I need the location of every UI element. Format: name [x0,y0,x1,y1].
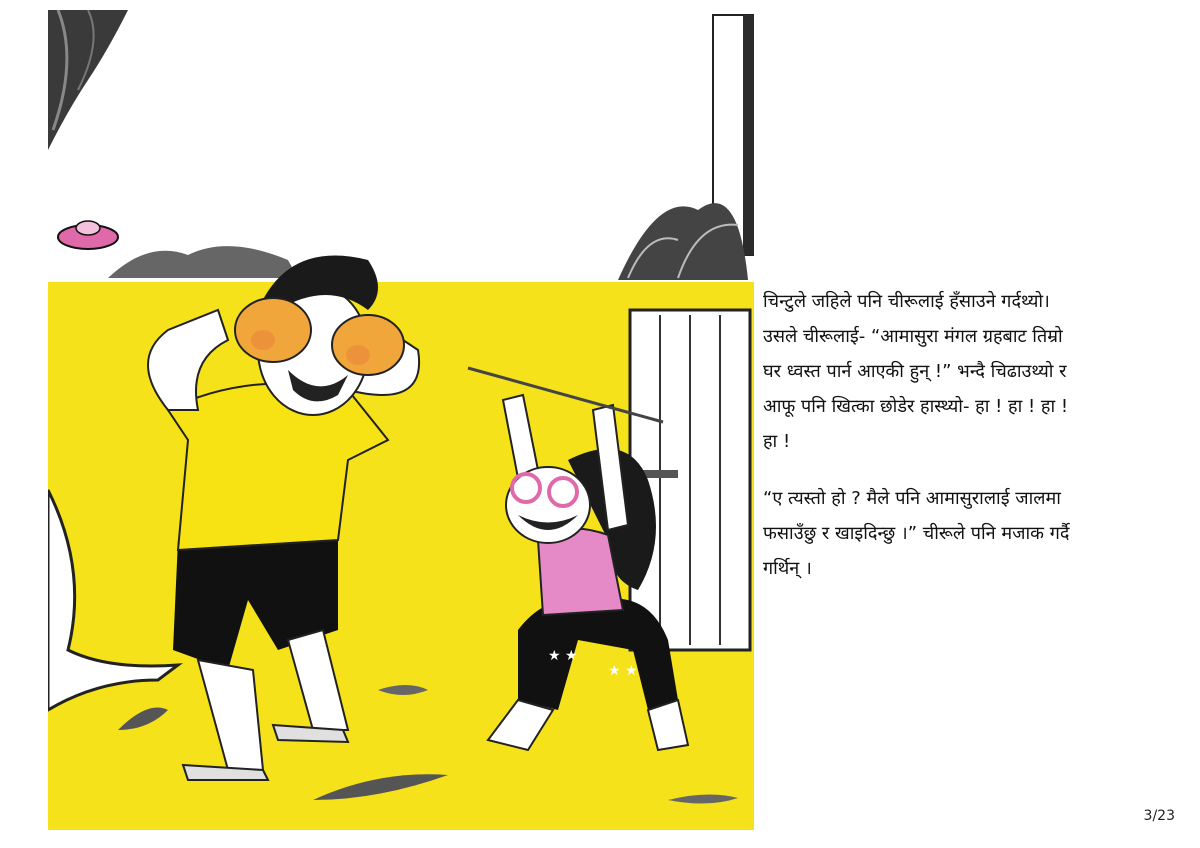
paragraph-2: “ए त्यस्तो हो ? मैले पनि आमासुरालाई जालमा फसाउँछु र खाइदिन्छु ।” चीरूले पनि मजाक गर्दै गर्थिन् । [763,488,1070,579]
story-illustration [48,10,754,830]
paragraph-1: चिन्टुले जहिले पनि चीरूलाई हँसाउने गर्दथ्यो। उसले चीरूलाई- “आमासुरा मंगल ग्रहबाट तिम्रो घर ध्वस्त पार्न आएकी हुन् !” भन्दै चिढाउथ्यो र आफू पनि खित्का छोडेर हास्थ्यो- हा ! हा ! हा ! हा ! [763,291,1069,452]
story-text [763,284,1183,608]
svg-text:★ ★: ★ ★ [548,648,578,664]
page-number: 3/23 [1143,808,1175,824]
svg-text:★ ★: ★ ★ [608,663,638,679]
